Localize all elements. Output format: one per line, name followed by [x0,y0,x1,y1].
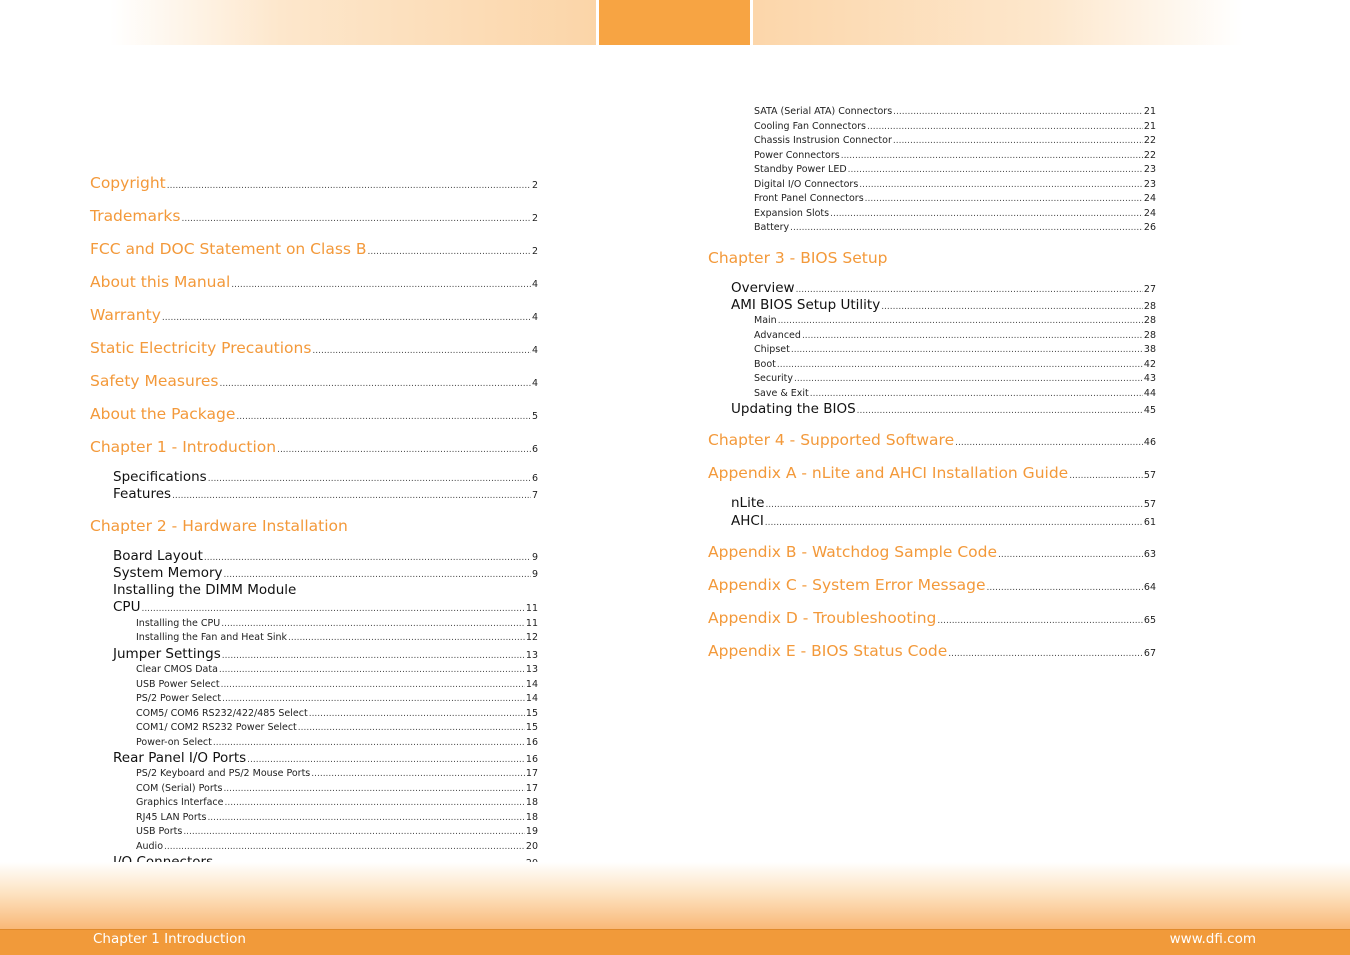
footer-gradient [0,862,1350,929]
header-bar-left [110,0,596,45]
toc-chapter[interactable]: Chapter 2 - Hardware Installation [90,516,348,535]
toc-subsection[interactable]: Main ..... 28 [708,314,1156,329]
toc-section[interactable]: Installing the DIMM Module [113,582,297,599]
toc-subsection[interactable]: Clear CMOS Data ..... 13 [90,663,538,678]
toc-subsection[interactable]: Audio ..... 20 [90,840,538,855]
toc-subsection[interactable]: Digital I/O Connectors ..... 23 [708,178,1156,193]
toc-section[interactable]: Rear Panel I/O Ports ..... 16 [90,750,538,767]
toc-subsection[interactable]: Installing the Fan and Heat Sink ..... 12 [90,631,538,646]
toc-subsection[interactable]: Chipset ..... 38 [708,343,1156,358]
toc-section[interactable]: AHCI ..... 61 [708,513,1156,530]
toc-right-column [708,105,1156,673]
toc-section[interactable]: nLite ..... 57 [708,495,1156,512]
footer-chapter-label: Chapter 1 Introduction [93,931,246,947]
toc-chapter[interactable]: Chapter 3 - BIOS Setup [708,248,888,267]
toc-subsection[interactable]: PS/2 Keyboard and PS/2 Mouse Ports ..... 17 [90,767,538,782]
toc-subsection[interactable]: Standby Power LED ..... 23 [708,163,1156,178]
toc-chapter[interactable]: Appendix A - nLite and AHCI Installation Guide ..... 57 [708,462,1156,495]
toc-subsection[interactable]: Chassis Instrusion Connector ..... 22 [708,134,1156,149]
toc-chapter[interactable]: Appendix B - Watchdog Sample Code ..... 63 [708,541,1156,574]
toc-chapter[interactable]: Appendix E - BIOS Status Code ..... 67 [708,640,1156,673]
header-bar-accent [599,0,750,45]
toc-section[interactable]: AMI BIOS Setup Utility ..... 28 [708,297,1156,314]
toc-subsection[interactable]: Front Panel Connectors ..... 24 [708,192,1156,207]
toc-subsection[interactable]: COM5/ COM6 RS232/422/485 Select ..... 15 [90,707,538,722]
toc-entry[interactable]: About this Manual ..... 4 [90,271,538,304]
toc-chapter[interactable]: Appendix D - Troubleshooting ..... 65 [708,607,1156,640]
header-bar-right [753,0,1243,45]
toc-section[interactable]: System Memory ..... 9 [90,565,538,582]
toc-subsection[interactable]: Battery ..... 26 [708,221,1156,236]
toc-entry[interactable]: FCC and DOC Statement on Class B ..... 2 [90,238,538,271]
toc-section[interactable]: CPU ..... 11 [90,599,538,616]
toc-subsection[interactable]: SATA (Serial ATA) Connectors ..... 21 [708,105,1156,120]
toc-section[interactable]: Board Layout ..... 9 [90,548,538,565]
toc-entry[interactable]: Copyright ..... 2 [90,172,538,205]
toc-left-column [90,172,538,886]
toc-subsection[interactable]: PS/2 Power Select ..... 14 [90,692,538,707]
toc-subsection[interactable]: Installing the CPU ..... 11 [90,617,538,632]
toc-subsection[interactable]: Save & Exit ..... 44 [708,387,1156,402]
toc-subsection[interactable]: Cooling Fan Connectors ..... 21 [708,120,1156,135]
toc-subsection[interactable]: COM (Serial) Ports ..... 17 [90,782,538,797]
toc-subsection[interactable]: COM1/ COM2 RS232 Power Select ..... 15 [90,721,538,736]
toc-subsection[interactable]: Power Connectors ..... 22 [708,149,1156,164]
toc-section[interactable]: Updating the BIOS ..... 45 [708,401,1156,418]
toc-subsection[interactable]: USB Ports ..... 19 [90,825,538,840]
toc-subsection[interactable]: Security ..... 43 [708,372,1156,387]
toc-subsection[interactable]: RJ45 LAN Ports ..... 18 [90,811,538,826]
toc-entry[interactable]: Warranty ..... 4 [90,304,538,337]
toc-chapter[interactable]: Chapter 4 - Supported Software ..... 46 [708,429,1156,462]
toc-subsection[interactable]: Expansion Slots ..... 24 [708,207,1156,222]
toc-section[interactable]: Specifications ..... 6 [90,469,538,486]
toc-subsection[interactable]: USB Power Select ..... 14 [90,678,538,693]
footer-website-link[interactable]: www.dfi.com [1169,931,1256,947]
toc-subsection[interactable]: Advanced ..... 28 [708,329,1156,344]
toc-chapter[interactable]: Chapter 1 - Introduction ..... 6 [90,436,538,469]
toc-entry[interactable]: About the Package ..... 5 [90,403,538,436]
toc-entry[interactable]: Safety Measures ..... 4 [90,370,538,403]
toc-chapter[interactable]: Appendix C - System Error Message ..... 64 [708,574,1156,607]
toc-subsection[interactable]: Boot ..... 42 [708,358,1156,373]
toc-subsection[interactable]: Power-on Select ..... 16 [90,736,538,751]
toc-entry[interactable]: Static Electricity Precautions ..... 4 [90,337,538,370]
toc-subsection[interactable]: Graphics Interface ..... 18 [90,796,538,811]
toc-entry[interactable]: Trademarks ..... 2 [90,205,538,238]
toc-section[interactable]: Overview ..... 27 [708,280,1156,297]
toc-section[interactable]: Features ..... 7 [90,486,538,503]
toc-section[interactable]: Jumper Settings ..... 13 [90,646,538,663]
